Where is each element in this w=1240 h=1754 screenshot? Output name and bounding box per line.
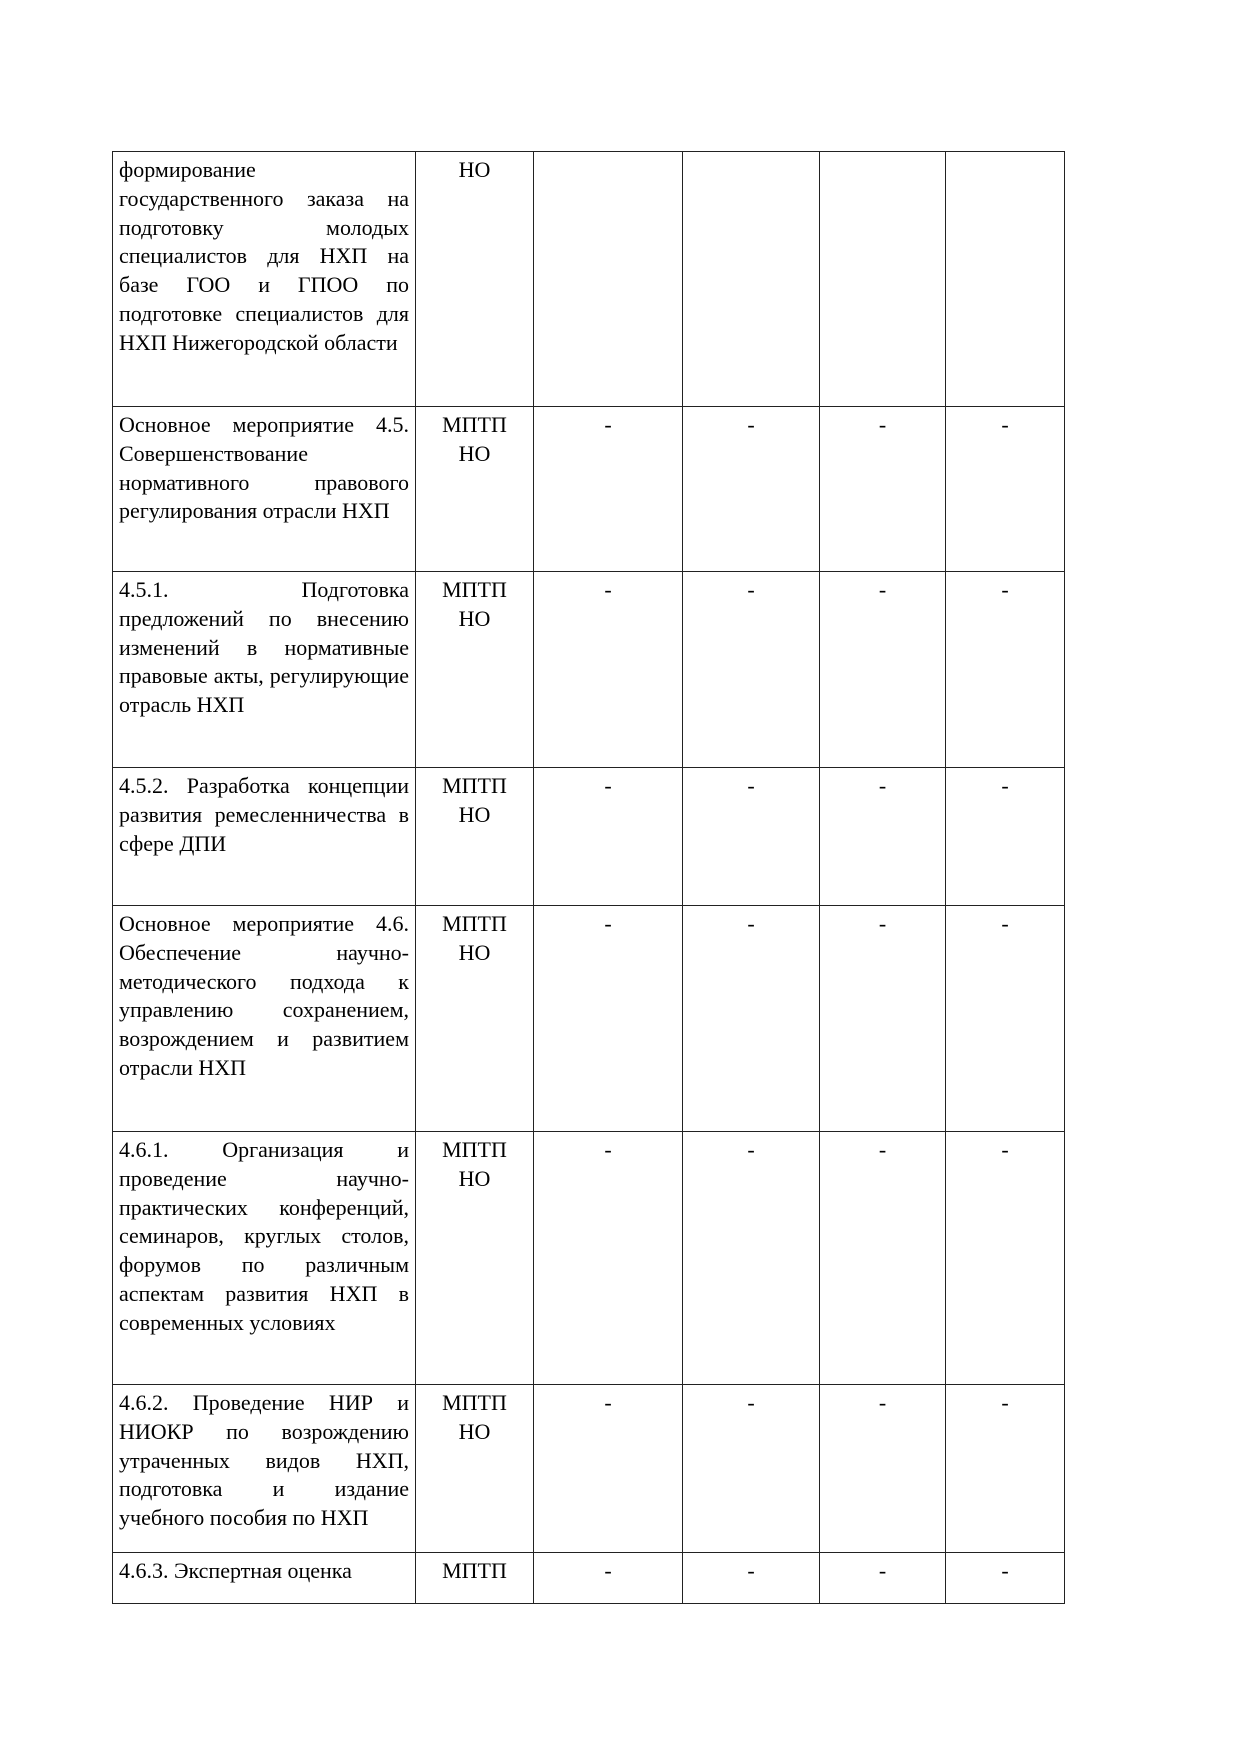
table-row [113, 768, 1065, 906]
value-cell [820, 768, 946, 906]
measure-description-cell [113, 407, 416, 572]
cell-text: - [604, 773, 612, 798]
cell-text: - [878, 412, 887, 437]
measure-description-cell [113, 1132, 416, 1385]
cell-text: 4.6.1. Организация и проведение научно-практических конференций, семинаров, круглых столов, форумов по различным аспектам развития НХП в современных условиях [119, 1137, 409, 1335]
table-row [113, 572, 1065, 768]
value-cell [946, 1553, 1065, 1604]
cell-text: - [878, 1390, 887, 1415]
value-cell [946, 1385, 1065, 1553]
cell-text: - [604, 1137, 612, 1162]
cell-text: - [747, 911, 755, 936]
cell-text: МПТП НО [442, 1390, 507, 1444]
cell-text: - [747, 577, 755, 602]
cell-text: 4.6.3. Экспертная оценка [119, 1558, 352, 1583]
cell-text: - [604, 911, 612, 936]
cell-text: 4.6.2. Проведение НИР и НИОКР по возрождению утраченных видов НХП, подготовка и издание учебного пособия по НХП [119, 1390, 409, 1531]
value-cell [534, 768, 683, 906]
measure-description-cell [113, 906, 416, 1132]
value-cell [820, 1553, 946, 1604]
cell-text: МПТП [442, 1558, 507, 1583]
cell-text: - [604, 577, 612, 602]
executor-cell [416, 572, 534, 768]
value-cell [820, 572, 946, 768]
cell-text: - [747, 1558, 755, 1583]
cell-text: - [747, 773, 755, 798]
value-cell [683, 407, 820, 572]
value-cell [534, 1553, 683, 1604]
value-cell [534, 1385, 683, 1553]
cell-text: - [1001, 1558, 1009, 1583]
value-cell [820, 1132, 946, 1385]
cell-text: - [1001, 773, 1009, 798]
cell-text: формирование государственного заказа на подготовку молодых специалистов для НХП на базе ГОО и ГПОО по подготовке специалистов для НХП Нижегородской области [119, 157, 409, 355]
executor-cell [416, 1385, 534, 1553]
executor-cell [416, 1553, 534, 1604]
value-cell [534, 906, 683, 1132]
table-row [113, 906, 1065, 1132]
cell-text: МПТП НО [442, 412, 507, 466]
value-cell [946, 906, 1065, 1132]
value-cell [534, 572, 683, 768]
cell-text: МПТП НО [442, 577, 507, 631]
executor-cell [416, 152, 534, 407]
value-cell [683, 906, 820, 1132]
cell-text: Основное мероприятие 4.6. Обеспечение научно-методического подхода к управлению сохранением, возрождением и развитием отрасли НХП [119, 911, 409, 1080]
value-cell [946, 1132, 1065, 1385]
table-row [113, 1553, 1065, 1604]
value-cell [534, 1132, 683, 1385]
measure-description-cell [113, 1553, 416, 1604]
cell-text: - [747, 412, 755, 437]
cell-text: - [878, 911, 887, 936]
cell-text: - [747, 1390, 755, 1415]
executor-cell [416, 407, 534, 572]
value-cell [683, 1553, 820, 1604]
cell-text: - [1001, 577, 1009, 602]
cell-text: - [1001, 911, 1009, 936]
table-row [113, 1132, 1065, 1385]
value-cell [683, 152, 820, 407]
value-cell [683, 768, 820, 906]
cell-text: - [878, 1137, 887, 1162]
cell-text: - [878, 1558, 887, 1583]
value-cell [820, 407, 946, 572]
cell-text: - [1001, 412, 1009, 437]
executor-cell [416, 906, 534, 1132]
value-cell [683, 1385, 820, 1553]
value-cell [683, 1132, 820, 1385]
value-cell [820, 152, 946, 407]
cell-text: - [1001, 1390, 1009, 1415]
executor-cell [416, 1132, 534, 1385]
measure-description-cell [113, 572, 416, 768]
cell-text: - [604, 1390, 612, 1415]
cell-text: Основное мероприятие 4.5. Совершенствование нормативного правового регулирования отрасли НХП [119, 412, 409, 524]
cell-text: - [747, 1137, 755, 1162]
cell-text: НО [458, 157, 491, 182]
cell-text: - [1001, 1137, 1009, 1162]
value-cell [820, 906, 946, 1132]
table-row [113, 152, 1065, 407]
measures-table [112, 151, 1065, 1604]
value-cell [683, 572, 820, 768]
measure-description-cell [113, 1385, 416, 1553]
value-cell [946, 572, 1065, 768]
cell-text: МПТП НО [442, 773, 507, 827]
value-cell [534, 407, 683, 572]
value-cell [946, 768, 1065, 906]
executor-cell [416, 768, 534, 906]
cell-text: - [604, 1558, 612, 1583]
cell-text: 4.5.1. Подготовка предложений по внесению изменений в нормативные правовые акты, регулирующие отрасль НХП [119, 577, 409, 718]
cell-text: - [878, 577, 887, 602]
table-row [113, 407, 1065, 572]
value-cell [946, 407, 1065, 572]
cell-text: МПТП НО [442, 1137, 507, 1191]
cell-text: 4.5.2. Разработка концепции развития ремесленничества в сфере ДПИ [119, 773, 409, 856]
table-row [113, 1385, 1065, 1553]
cell-text: МПТП НО [442, 911, 507, 965]
cell-text: - [604, 412, 612, 437]
measure-description-cell [113, 768, 416, 906]
value-cell [534, 152, 683, 407]
value-cell [820, 1385, 946, 1553]
cell-text: - [878, 773, 887, 798]
measure-description-cell [113, 152, 416, 407]
value-cell [946, 152, 1065, 407]
